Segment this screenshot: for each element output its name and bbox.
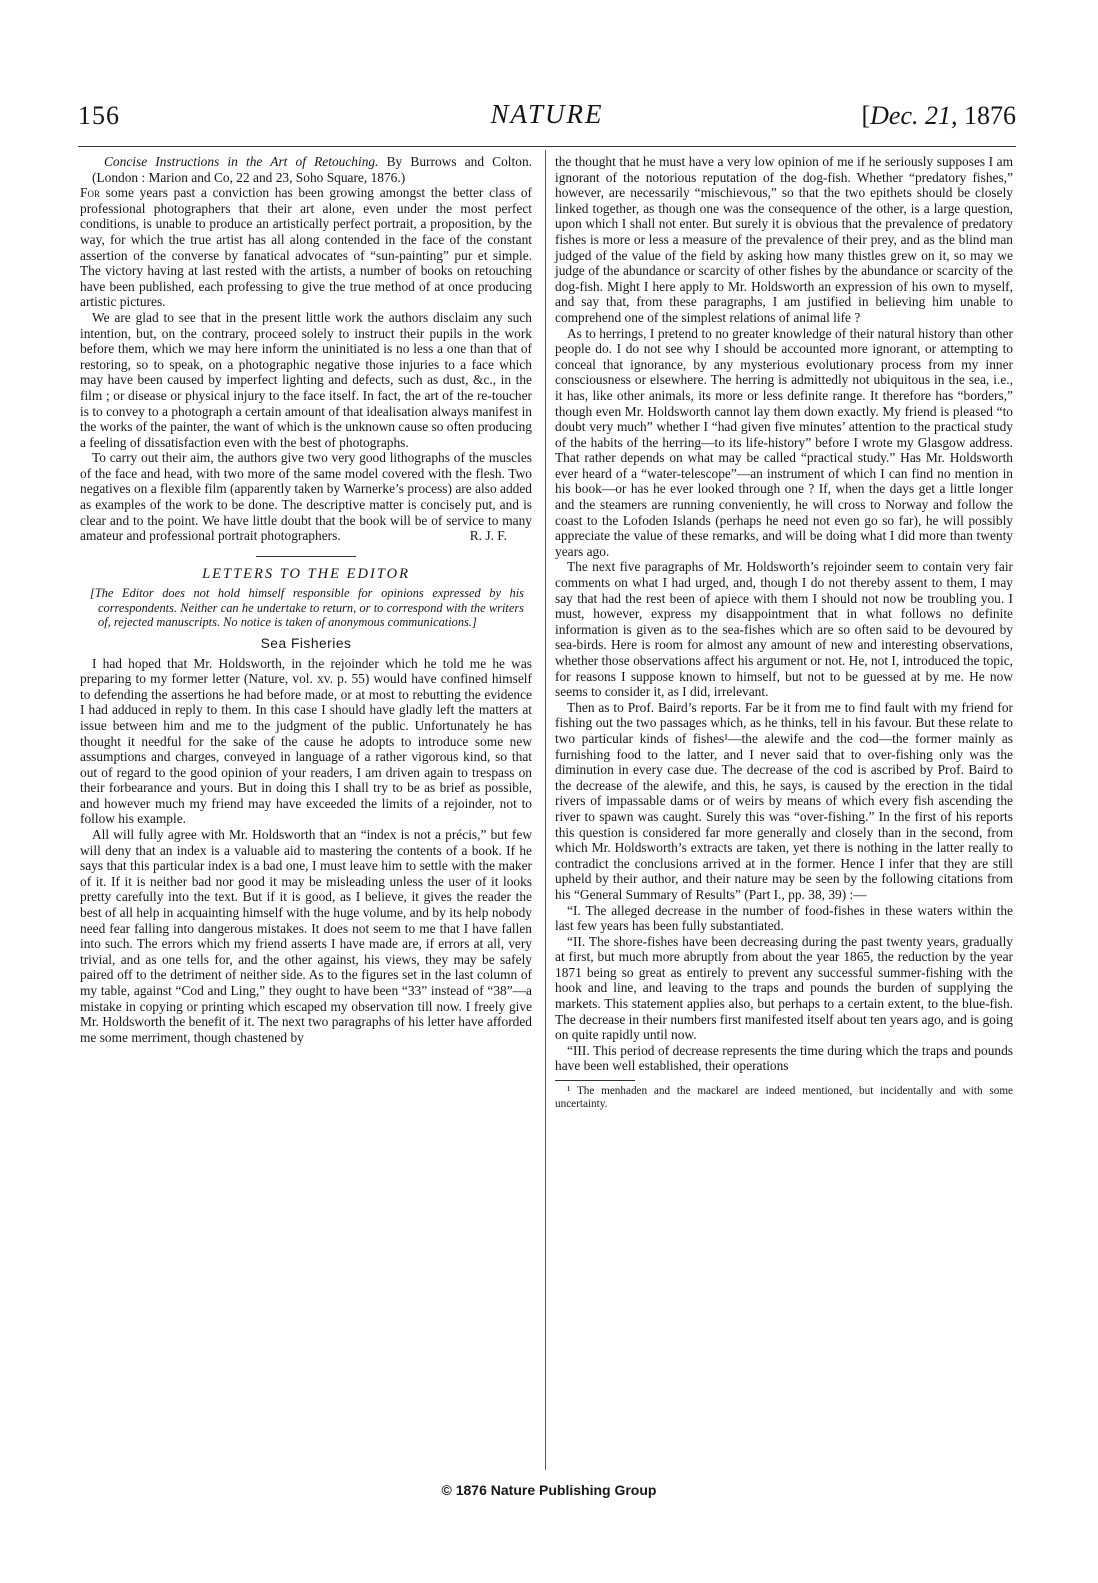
review-paragraph: We are glad to see that in the present little work the authors disclaim any such intention, but, on the contrary, proceed solely to instruct their pupils in the work before them, which we may here inform the uninitiated is no less a one than that of restoring, so to speak, on a photographic negative those injuries to a face which may have been caused by imperfect lighting and defects, such as dust, &c., in the film ; or disease or physical injury to the face itself. In fact, the art of the re-toucher is to convey to a photograph a certain amount of that idealisation always manifest in the works of the painter, the want of which is the unknown cause so often producing a feeling of dissatisfaction even with the best of photographs. <box>80 309 532 450</box>
review-paragraph: To carry out their aim, the authors give two very good lithographs of the muscles of the face and head, with two more of the same model covered with the flesh. Two negatives on a flexible film (apparently taken by Warnerke’s process) are also added as examples of the work to be done. The descriptive matter is concisely put, and is clear and to the point. We have little doubt that the book will be of service to many amateur and professional portrait photographers. <box>80 450 532 544</box>
running-header <box>78 101 1016 141</box>
page-number: 156 <box>78 101 120 130</box>
footnote: ¹ The menhaden and the mackarel are indeed mentioned, but incidentally and with some uncertainty. <box>555 1085 1013 1111</box>
copyright-notice: © 1876 Nature Publishing Group <box>441 1482 657 1498</box>
letter-paragraph: the thought that he must have a very low opinion of me if he seriously supposes I am ignorant of the notorious reputation of the dog-fish. Whether “predatory fishes,” however, are necessarily “mischievous,” so that the two epithets should be closely linked together, as though one was the consequence of the other, is a large question, upon which I shall not enter. But surely it is obvious that the prevalence of predatory fishes is more or less a measure of the prevalence of their prey, and as the blind man judged of the value of the field by asking how many thistles grew on it, so may we judge of the abundance or scarcity of other fishes by the abundance or scarcity of the dog-fish. Might I here apply to Mr. Holdsworth an expression of his own to myself, and say that, from these paragraphs, I am justified in believing him unable to comprehend one of the simplest relations of animal life ? <box>555 154 1013 325</box>
review-paragraph <box>80 185 532 310</box>
letters-heading: LETTERS TO THE EDITOR <box>202 565 410 582</box>
review-lead-word: For <box>80 185 100 201</box>
letter-title: Sea Fisheries <box>260 635 352 651</box>
left-column <box>80 154 532 1045</box>
column-divider <box>545 150 546 1470</box>
review-book-title: Concise Instructions in the Art of Retouching. <box>104 154 379 169</box>
review-heading <box>80 154 532 185</box>
issue-date-month-day: Dec. 21, <box>870 101 958 130</box>
footnote-rule <box>555 1080 635 1081</box>
letter-paragraph: I had hoped that Mr. Holdsworth, in the rejoinder which he told me he was preparing to my former letter (Nature, vol. xv. p. 55) would have confined himself to defending the assertions he had before made, or at most to rebutting the evidence I had adduced in reply to them. In this case I should have gladly left the matters at issue between him and me to the judgment of the public. Unfortunately he has thought it needful for the sake of the cause he adopts to introduce some new assumptions and charges, conveyed in language of a rather vigorous kind, so that out of regard to the good opinion of your readers, I am driven again to trespass on their forbearance and yours. But in doing this I shall try to be as brief as possible, and however much my friend may have exceeded the limits of a rejoinder, not to follow his example. <box>80 655 532 827</box>
header-rule <box>78 146 1016 147</box>
review-byline: By Burrows and Colton. (London : Marion and Co, 22 and 23, Soho Square, 1876.) <box>92 154 532 185</box>
issue-date-year: 1876 <box>964 101 1016 130</box>
journal-title: NATURE <box>490 99 604 129</box>
letter-paragraph: Then as to Prof. Baird’s reports. Far be it from me to find fault with my friend for fishing out the two passages which, as he thinks, tell in his favour. But these relate to two particular kinds of fishes¹—the alewife and the cod—the former mainly as furnishing food to the latter, and I never said that to over-fishing only was the diminution in every case due. The decrease of the cod is ascribed by Prof. Baird to the decrease of the alewife, and this, he says, is caused by the erection in the tidal rivers of impassable dams or of weirs by means of which every fish ascending the river to spawn was caught. Surely this was “over-fishing.” In the first of his reports this question is considered far more generally and closely than in the second, from which Mr. Holdsworth’s extracts are taken, yet there is nothing in the latter really to contradict the conclusions arrived at in the former. Hence I infer that they are still upheld by their author, and their nature may be seen by the following citations from his “General Summary of Results” (Part I., pp. 38, 39) :— <box>555 699 1013 902</box>
letter-paragraph: All will fully agree with Mr. Holdsworth that an “index is not a précis,” but few will deny that an index is a valuable aid to mastering the contents of a book. If he says that this particular index is a bad one, I must leave him to settle with the maker of it. If it is neither bad nor good it may be misleading unless the user of it looks pretty carefully into the text. But if it is good, as I believe, it gives the reader the best of all help in acquainting himself with the huge volume, and by its help nobody need fear falling into dangerous mistakes. It does not seem to me that I have fallen into such. The errors which my friend asserts I have made are, if errors at all, very trivial, and as one tells for, and the other against, his views, they may be safely paired off to the detriment of neither side. As to the figures set in the last column of my table, against “Cod and Ling,” they ought to have been “33” instead of “38”—a mistake in copying or printing which escaped my observation till now. I freely give Mr. Holdsworth the benefit of it. The next two paragraphs of his letter have afforded me some merriment, though chastened by <box>80 827 532 1045</box>
letter-paragraph: As to herrings, I pretend to no greater knowledge of their natural history than other people do. I do not see why I should be accounted more ignorant, or attempting to conceal that ignorance, by any mysterious evolutionary process from my inner consciousness or elsewhere. The herring is admittedly not ubiquitous in the sea, i.e., it has, like other animals, its more or less definite range. It therefore has “borders,” though even Mr. Holdsworth cannot lay them down exactly. My friend is pleased “to doubt very much” whether I “had given five minutes’ attention to the practical study of the habits of the herring—to its life-history” before I wrote my Glasgow address. That rather depends on what may be called “practical study.” Has Mr. Holdsworth ever heard of a “water-telescope”—an instrument of which I can find no mention in his book—or has he ever looked through one ? If, when the days get a little longer and the steamers are running conveniently, he will cross to Norway and follow the coast to the Lofoden Islands (perhaps he need not even go so far), he will possibly appreciate the value of these remarks, and will be doing what I did more than twenty years ago. <box>555 325 1013 559</box>
review-body <box>80 185 532 544</box>
quoted-result: “II. The shore-fishes have been decreasing during the past twenty years, gradually at first, but much more abruptly from about the year 1865, the reduction by the year 1871 being so great as entirely to prevent any successful summer-fishing with the hook and line, and leaving to the traps and pounds the burden of supplying the markets. This statement applies also, but perhaps to a certain extent, to the blue-fish. The decrease in their numbers first manifested itself about ten years ago, and is going on quite rapidly until now. <box>555 933 1013 1043</box>
issue-date <box>861 101 1016 131</box>
right-column <box>555 154 1013 1111</box>
editorial-note: [The Editor does not hold himself responsible for opinions expressed by his correspondents. Neither can he undertake to return, or to correspond with the writers of, rejected manuscripts. No notice is taken of anonymous communications.] <box>90 586 524 630</box>
issue-date-bracket: [ <box>861 101 871 130</box>
quoted-result: “I. The alleged decrease in the number of food-fishes in these waters within the last few years has been fully substantiated. <box>555 902 1013 934</box>
review-paragraph-text: some years past a conviction has been growing amongst the better class of professional photographers that their art alone, even under the most perfect conditions, is unable to produce an artistically perfect portrait, a proposition, by the way, for which the true artist has all along contended in the face of the constant assertion of the converse by fanatical advocates of “sun-painting” pur et simple. The victory having at last rested with the artists, a number of books on retouching have been published, each professing to give the true method of at once producing artistic pictures. <box>80 185 532 310</box>
section-divider <box>256 556 356 557</box>
quoted-result: “III. This period of decrease represents the time during which the traps and pounds have been well established, their operations <box>555 1042 1013 1074</box>
letter-paragraph: The next five paragraphs of Mr. Holdsworth’s rejoinder seem to contain very fair comments on what I had urged, and, though I do not thereby assent to them, I may say that had the rest been of apiece with them I should not now be troubling you. I must, however, express my disappointment that in what follows no definite information is given as to the sea-fishes which are so often said to be devoured by sea-birds. Here is room for almost any amount of new and interesting observations, whether those observations affect his argument or not. He, not I, introduced the topic, for reasons I suppose known to himself, but not to be guessed at by me. He now seems to consider it, as I did, irrelevant. <box>555 559 1014 700</box>
review-signature: R. J. F. <box>469 528 507 544</box>
